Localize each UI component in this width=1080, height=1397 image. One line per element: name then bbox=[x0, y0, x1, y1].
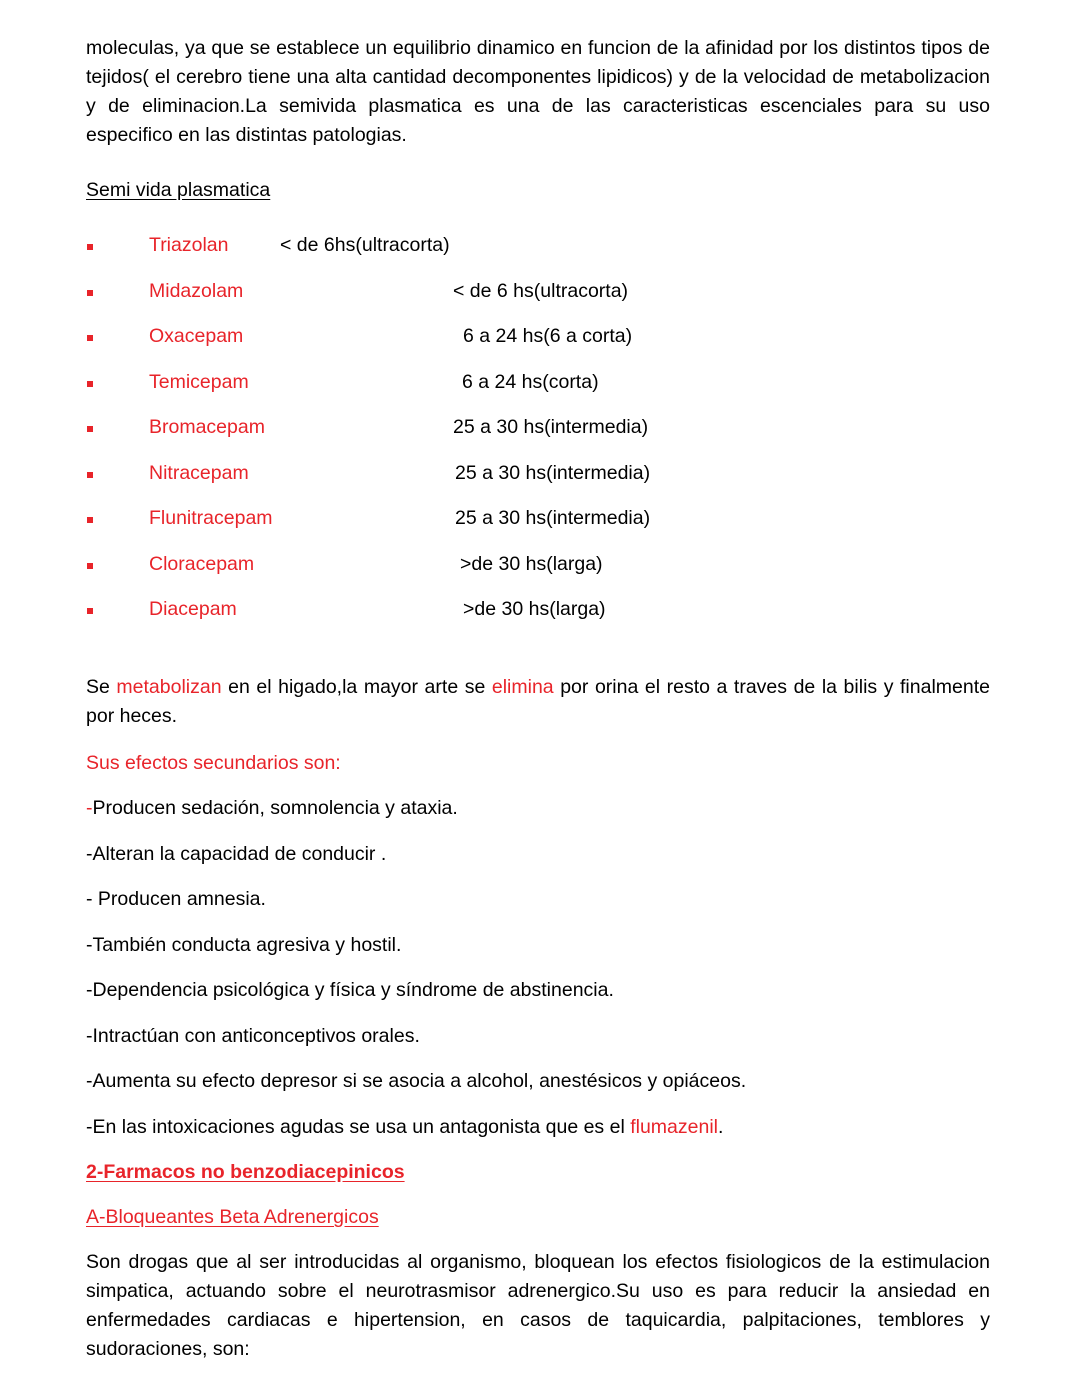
drug-half-life-value: >de 30 hs(larga) bbox=[463, 598, 606, 620]
drug-list-item bbox=[86, 587, 990, 633]
side-effect-text: Producen amnesia. bbox=[97, 888, 266, 910]
side-effect-text: También conducta agresiva y hostil. bbox=[92, 933, 402, 956]
drug-half-life-value: < de 6hs(ultracorta) bbox=[280, 234, 450, 256]
side-effect-item bbox=[86, 840, 990, 886]
drug-list-item bbox=[86, 314, 990, 360]
metabolism-text-2: en el higado,la mayor arte se bbox=[221, 675, 492, 698]
drug-name: Oxacepam bbox=[149, 325, 244, 347]
drug-list-item bbox=[86, 360, 990, 406]
document-content bbox=[86, 34, 990, 1364]
side-effect-text: Intractúan con anticonceptivos orales. bbox=[92, 1024, 420, 1047]
closing-paragraph: Son drogas que al ser introducidas al organismo, bloquean los efectos fisiologicos de la estimulacion simpatica, actuando sobre el neurotrasmisor adrenergico.Su uso es para reducir la ansiedad en enfermedades cardiacas e hipertension, en casos de taquicardia, palpitaciones, temblores y sudoraciones, son: bbox=[86, 1251, 990, 1360]
side-effect-item bbox=[86, 976, 990, 1022]
bullet-icon bbox=[87, 517, 93, 523]
metabolism-paragraph bbox=[86, 673, 990, 731]
section-heading: Semi vida plasmatica bbox=[86, 179, 271, 201]
antagonist-text-2: . bbox=[718, 1115, 724, 1138]
spacer bbox=[86, 205, 990, 223]
heading-a-row bbox=[86, 1203, 990, 1248]
antagonist-highlight-flumazenil: flumazenil bbox=[630, 1115, 718, 1138]
drug-name: Nitracepam bbox=[149, 461, 249, 484]
drug-half-life-value: 25 a 30 hs(intermedia) bbox=[455, 461, 651, 484]
bullet-icon bbox=[87, 290, 93, 296]
side-effect-dash: - bbox=[86, 1070, 93, 1092]
metabolism-highlight-elimina: elimina bbox=[491, 675, 554, 698]
drug-list-item bbox=[86, 223, 990, 269]
bullet-icon bbox=[87, 608, 93, 614]
bullet-icon bbox=[87, 563, 93, 569]
bullet-icon bbox=[87, 426, 93, 432]
spacer bbox=[86, 150, 990, 176]
metabolism-highlight-metabolizan: metabolizan bbox=[116, 675, 222, 698]
intro-paragraph: moleculas, ya que se establece un equilibrio dinamico en funcion de la afinidad por los distintos tipos de tejidos( el cerebro tiene una alta cantidad decomponentes lipidicos) y de la velocidad de metabolizacion y de eliminacion.La semivida plasmatica es una de las caracteristicas escenciales para su uso especifico en las distintas patologias. bbox=[86, 37, 990, 146]
drug-name: Midazolam bbox=[149, 279, 244, 302]
drug-list-item bbox=[86, 451, 990, 497]
side-effect-item bbox=[86, 931, 990, 977]
spacer bbox=[86, 731, 990, 749]
side-effect-text: Aumenta su efecto depresor si se asocia a alcohol, anestésicos y opiáceos. bbox=[92, 1070, 747, 1092]
bullet-icon bbox=[87, 244, 93, 250]
antagonist-text-1: -En las intoxicaciones agudas se usa un antagonista que es el bbox=[86, 1115, 631, 1138]
drug-half-life-value: < de 6 hs(ultracorta) bbox=[453, 279, 629, 302]
drug-half-life-value: 6 a 24 hs(6 a corta) bbox=[463, 325, 633, 347]
side-effect-item bbox=[86, 1022, 990, 1068]
drug-half-life-value: 6 a 24 hs(corta) bbox=[462, 370, 599, 393]
drug-name: Cloracepam bbox=[149, 552, 255, 575]
side-effect-dash: - bbox=[86, 842, 93, 865]
side-effect-item bbox=[86, 794, 990, 840]
drug-name: Temicepam bbox=[149, 370, 249, 393]
side-effect-dash: - bbox=[86, 979, 93, 1001]
side-effect-text: Producen sedación, somnolencia y ataxia. bbox=[92, 797, 458, 819]
heading-2-row bbox=[86, 1158, 990, 1203]
drug-list-item bbox=[86, 405, 990, 451]
bullet-icon bbox=[87, 381, 93, 387]
heading-farmacos-no-benzodiacepinicos: 2-Farmacos no benzodiacepinicos bbox=[86, 1161, 405, 1183]
heading-bloqueantes-beta-adrenergicos: A-Bloqueantes Beta Adrenergicos bbox=[86, 1206, 379, 1228]
side-effect-item bbox=[86, 1067, 990, 1113]
bullet-icon bbox=[87, 472, 93, 478]
drug-half-life-value: 25 a 30 hs(intermedia) bbox=[455, 507, 651, 529]
effects-intro-heading: Sus efectos secundarios son: bbox=[86, 751, 341, 774]
side-effects-list bbox=[86, 794, 990, 1113]
drug-name: Diacepam bbox=[149, 598, 237, 620]
side-effect-text: Dependencia psicológica y física y síndrome de abstinencia. bbox=[92, 979, 614, 1001]
side-effect-text: Alteran la capacidad de conducir . bbox=[92, 842, 387, 865]
bullet-icon bbox=[87, 335, 93, 341]
drug-name: Triazolan bbox=[149, 234, 229, 256]
drug-name: Bromacepam bbox=[149, 416, 265, 438]
side-effect-dash: - bbox=[86, 933, 93, 956]
drug-half-life-list bbox=[86, 223, 990, 633]
side-effect-item bbox=[86, 885, 990, 931]
drug-list-item bbox=[86, 496, 990, 542]
drug-half-life-value: 25 a 30 hs(intermedia) bbox=[453, 416, 649, 438]
side-effect-dash: - bbox=[86, 1024, 93, 1047]
drug-half-life-value: >de 30 hs(larga) bbox=[460, 552, 603, 575]
side-effect-dash: - bbox=[86, 888, 98, 910]
section-heading-row bbox=[86, 176, 990, 205]
antagonist-line bbox=[86, 1113, 990, 1159]
metabolism-text-1: Se bbox=[86, 675, 117, 698]
metabolism-text-3: por orina el resto a traves de la bilis y finalmente por heces. bbox=[86, 675, 990, 727]
drug-list-item bbox=[86, 269, 990, 315]
drug-name: Flunitracepam bbox=[149, 507, 273, 529]
side-effect-dash: - bbox=[86, 797, 93, 819]
spacer bbox=[86, 633, 990, 673]
drug-list-item bbox=[86, 542, 990, 588]
